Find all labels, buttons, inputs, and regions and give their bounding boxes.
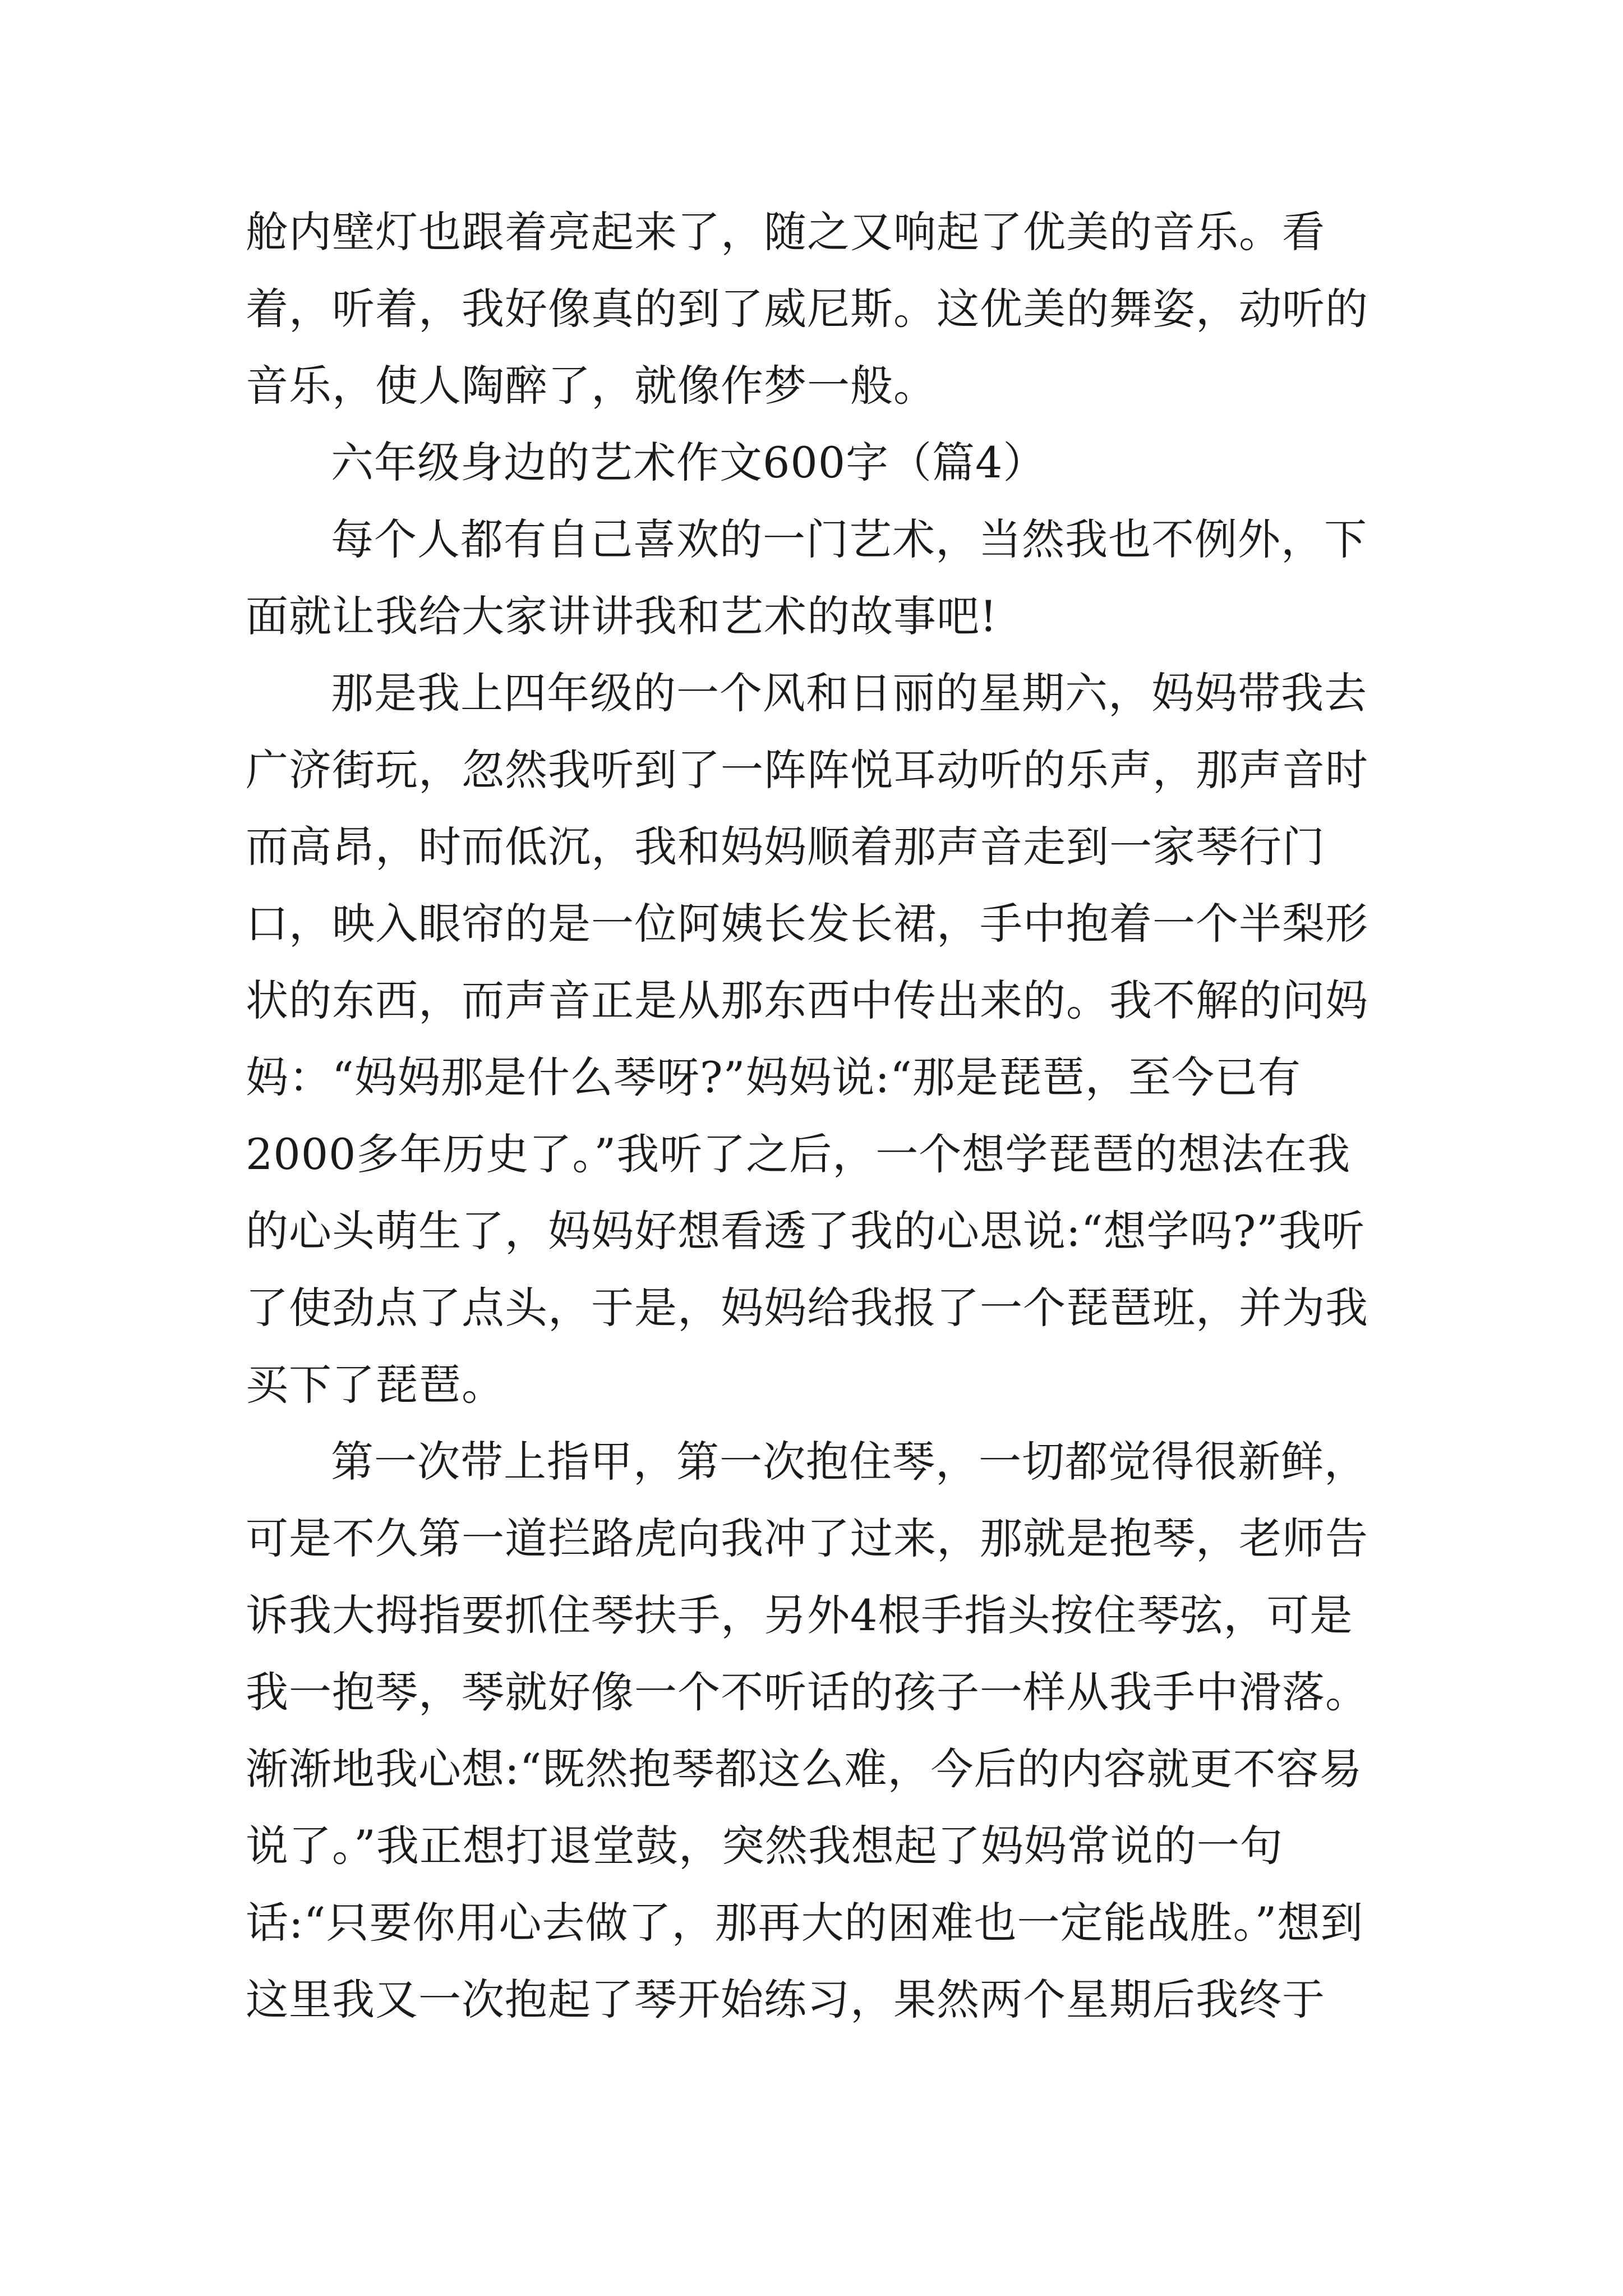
- paragraph-practice: 第一次带上指甲，第一次抱住琴，一切都觉得很新鲜，可是不久第一道拦路虎向我冲了过来，那就是抱琴，老师告诉我大拇指要抓住琴扶手，另外4根手指头按住琴弦，可是我一抱琴，琴就好像一个不听话的孩子一样从我手中滑落。渐渐地我心想:“既然抱琴都这么难，今后的内容就更不容易说了。”我正想打退堂鼓，突然我想起了妈妈常说的一句话:“只要你用心去做了，那再大的困难也一定能战胜。”想到这里我又一次抱起了琴开始练习，果然两个星期后我终于: [246, 1437, 1368, 2024]
- paragraph-continuation: 舱内壁灯也跟着亮起来了，随之又响起了优美的音乐。看着，听着，我好像真的到了威尼斯。这优美的舞姿，动听的音乐，使人陶醉了，就像作梦一般。: [246, 207, 1368, 411]
- document-body: [246, 194, 1390, 2038]
- section-heading: 六年级身边的艺术作文600字（篇4）: [331, 438, 1046, 487]
- paragraph-story: 那是我上四年级的一个风和日丽的星期六，妈妈带我去广济街玩，忽然我听到了一阵阵悦耳动听的乐声，那声音时而高昂，时而低沉，我和妈妈顺着那声音走到一家琴行门口，映入眼帘的是一位阿姨长发长裙，手中抱着一个半梨形状的东西，而声音正是从那东西中传出来的。我不解的问妈妈：“妈妈那是什么琴呀?”妈妈说:“那是琵琶，至今已有2000多年历史了。”我听了之后，一个想学琵琶的想法在我的心头萌生了，妈妈好想看透了我的心思说:“想学吗?”我听了使劲点了点头，于是，妈妈给我报了一个琵琶班，并为我买下了琵琶。: [246, 668, 1368, 1410]
- paragraph-intro: 每个人都有自己喜欢的一门艺术，当然我也不例外，下面就让我给大家讲讲我和艺术的故事吧!: [246, 514, 1367, 641]
